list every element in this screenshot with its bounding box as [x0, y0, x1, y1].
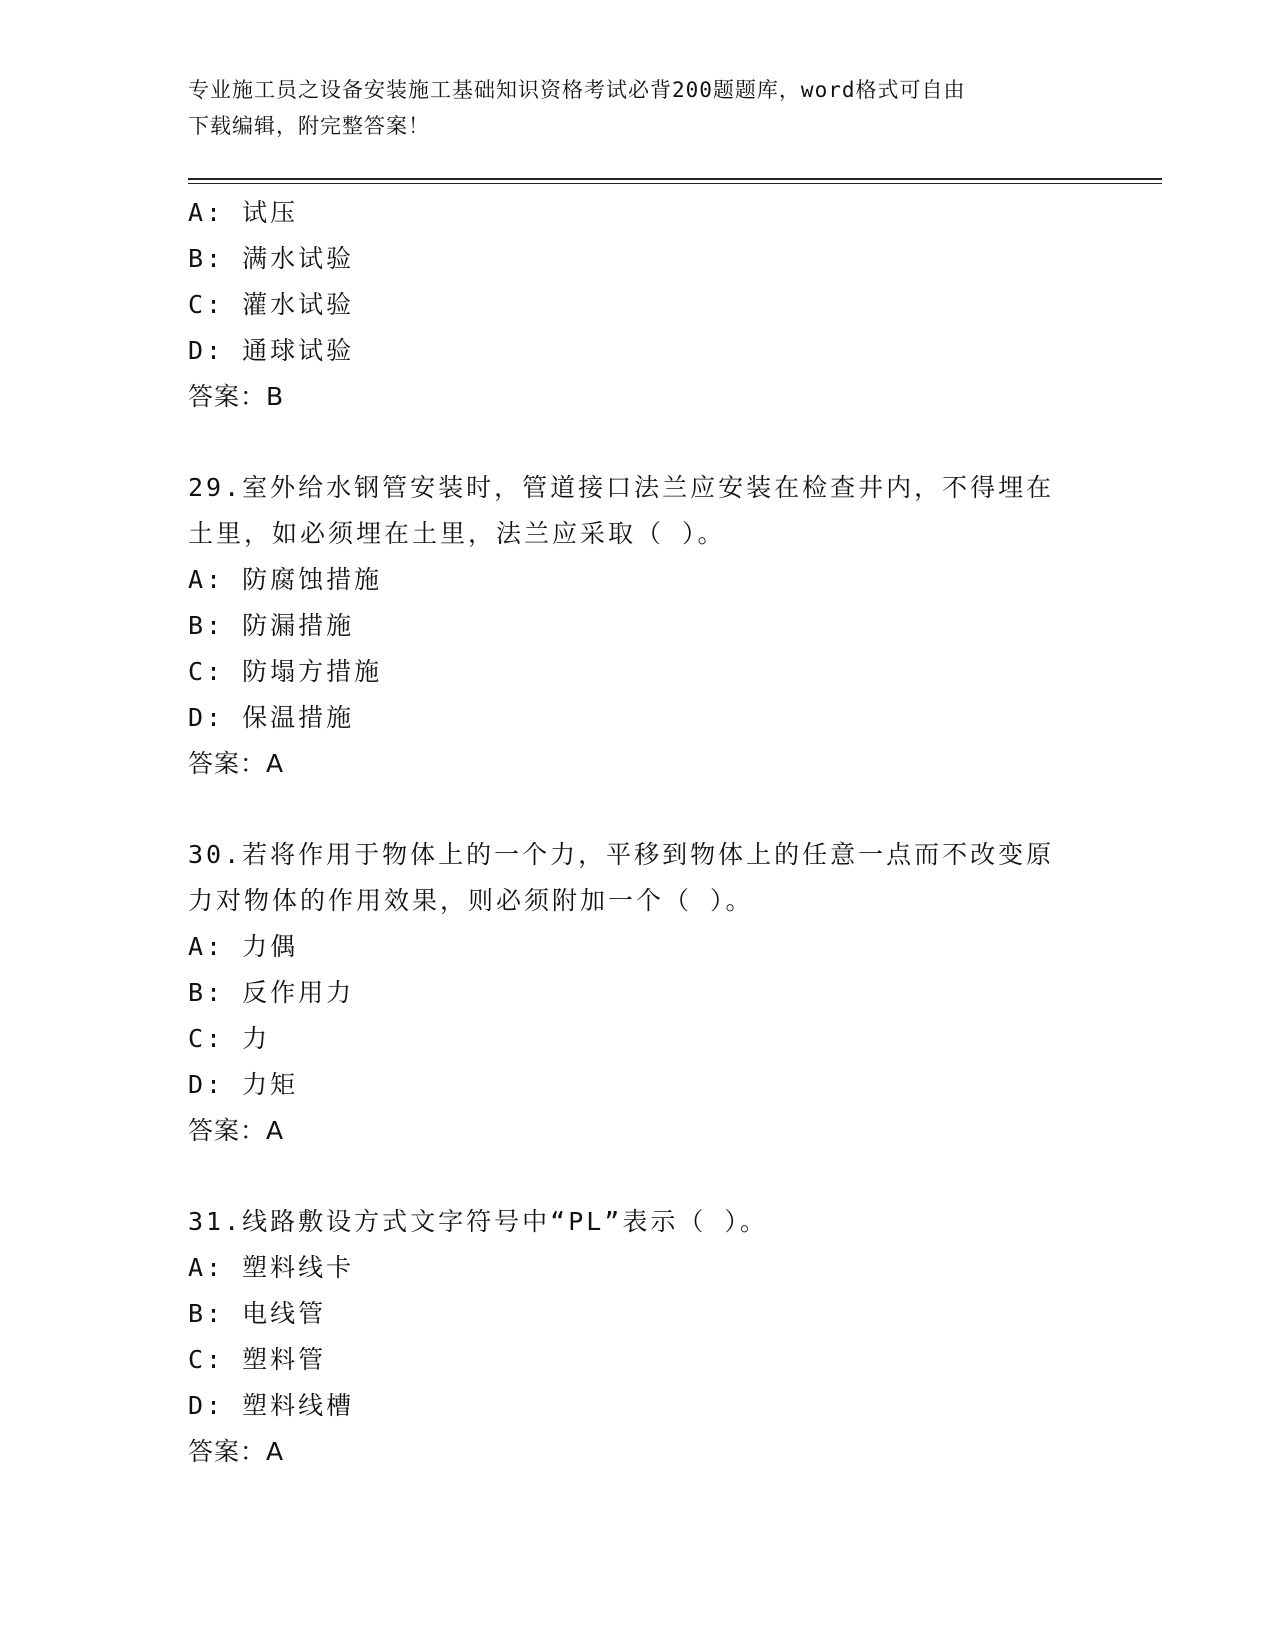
- option-b: B: 电线管: [188, 1299, 327, 1328]
- option-d: D: 力矩: [188, 1070, 299, 1099]
- header-divider-thin: [188, 183, 1162, 184]
- option-c: C: 防塌方措施: [188, 657, 383, 686]
- question-stem-continued: 力对物体的作用效果，则必须附加一个（ ）。: [188, 886, 754, 915]
- question-stem: 29.室外给水钢管安装时，管道接口法兰应安装在检查井内，不得埋在: [188, 473, 1055, 502]
- document-header: [188, 72, 1068, 144]
- option-d: D: 塑料线槽: [188, 1391, 355, 1420]
- header-line-1: 专业施工员之设备安装施工基础知识资格考试必背200题题库，word格式可自由: [188, 78, 966, 102]
- option-c: C: 塑料管: [188, 1345, 327, 1374]
- option-c: C: 灌水试验: [188, 290, 355, 319]
- option-b: B: 防漏措施: [188, 611, 355, 640]
- question-28: [188, 190, 1088, 420]
- option-a: A: 塑料线卡: [188, 1253, 355, 1282]
- question-list: [188, 190, 1088, 1475]
- question-29: [188, 465, 1088, 787]
- option-b: B: 反作用力: [188, 978, 355, 1007]
- question-30: [188, 832, 1088, 1154]
- answer-line: 答案：B: [188, 382, 285, 411]
- answer-line: 答案：A: [188, 1437, 285, 1466]
- header-divider-thick: [188, 178, 1162, 180]
- question-31: [188, 1199, 1088, 1475]
- option-c: C: 力: [188, 1024, 271, 1053]
- answer-line: 答案：A: [188, 1116, 285, 1145]
- question-stem: 31.线路敷设方式文字符号中“PL”表示（ ）。: [188, 1207, 768, 1236]
- question-stem: 30.若将作用于物体上的一个力，平移到物体上的任意一点而不改变原: [188, 840, 1055, 869]
- answer-line: 答案：A: [188, 749, 285, 778]
- option-a: A: 力偶: [188, 932, 299, 961]
- header-line-2: 下载编辑，附完整答案！: [188, 114, 430, 138]
- option-d: D: 保温措施: [188, 703, 355, 732]
- option-a: A: 试压: [188, 198, 299, 227]
- question-stem-continued: 土里，如必须埋在土里，法兰应采取（ ）。: [188, 519, 726, 548]
- option-b: B: 满水试验: [188, 244, 355, 273]
- option-d: D: 通球试验: [188, 336, 355, 365]
- option-a: A: 防腐蚀措施: [188, 565, 383, 594]
